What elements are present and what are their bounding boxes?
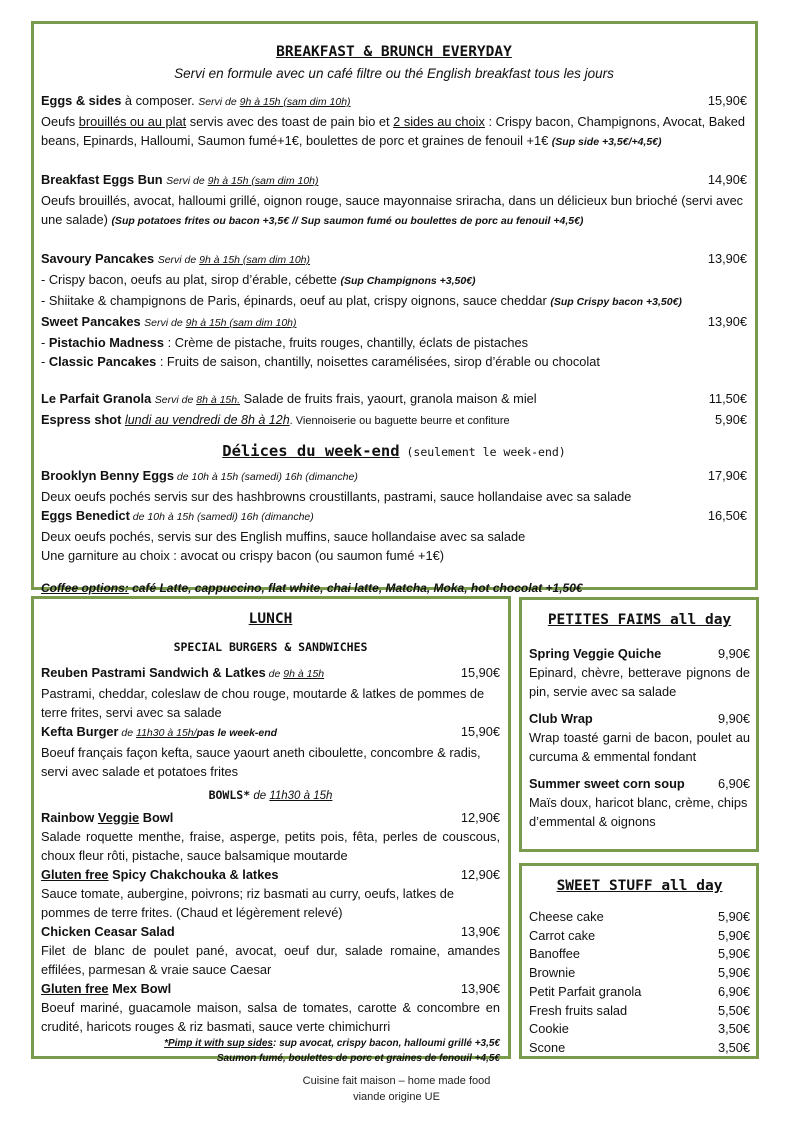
chakchouka-price: 12,90€ — [460, 867, 500, 882]
savoury-option-1: - Crispy bacon, oeufs au plat, sirop d’érable, cébette (Sup Champignons +3,50€) — [41, 272, 476, 287]
benny-desc: Deux oeufs pochés servis sur des hashbrowns croustillants, pastrami, sauce hollandaise avec sa salade — [41, 489, 632, 504]
benny-header: Brooklyn Benny Eggs de 10h à 15h (samedi) 16h (dimanche) 17,90€ — [41, 468, 747, 483]
sweet-item: Banoffee 5,90€ — [529, 946, 750, 962]
sweet-option-1: - Pistachio Madness : Crème de pistache, fruits rouges, chantilly, éclats de pistaches — [41, 335, 528, 350]
caesar-desc: Filet de blanc de poulet pané, avocat, oeuf dur, salade romaine, amandes effilées, parmesan & vraie sauce Caesar — [41, 943, 500, 977]
eggs-bun-header: Breakfast Eggs Bun Servi de 9h à 15h (sam dim 10h) 14,90€ — [41, 172, 747, 187]
petites-item-desc: Wrap toasté garni de bacon, poulet au curcuma & emmental fondant — [529, 730, 750, 764]
espress-price: 5,90€ — [714, 412, 747, 427]
eggs-bun-name: Breakfast Eggs Bun — [41, 172, 163, 187]
sweet-item: Cookie 3,50€ — [529, 1021, 750, 1037]
eggs-sides-desc: Oeufs brouillés ou au plat servis avec des toast de pain bio et 2 sides au choix : Crispy bacon, Champignons, Avocat, Baked beans, Epinards, Halloumi, Saumon fumé+1€, boulettes de porc et graines de fenouil +1€ (Sup side +3,5€/+4,5€) — [41, 114, 746, 148]
benedict-name: Eggs Benedict — [41, 508, 130, 523]
weekend-heading — [41, 441, 747, 462]
reuben-desc: Pastrami, cheddar, coleslaw de chou rouge, moutarde & latkes de pommes de terre frites, servi avec sa salade — [41, 686, 485, 720]
sweet-item: Carrot cake 5,90€ — [529, 927, 750, 943]
mex-price: 13,90€ — [460, 981, 500, 996]
eggs-sides-price: 15,90€ — [707, 93, 747, 108]
granola-name: Le Parfait Granola — [41, 391, 152, 406]
granola-price: 11,50€ — [708, 391, 747, 406]
sweet-pancakes-price: 13,90€ — [707, 314, 747, 329]
espress-line: Espress shot lundi au vendredi de 8h à 12h. Viennoiserie ou baguette beurre et confiture 5,90€ — [41, 412, 747, 427]
mex-desc: Boeuf mariné, guacamole maison, salsa de tomates, carotte & concombre en crudité, haricots rouges & riz basmati, sauce verte chimichurri — [41, 1000, 500, 1034]
bowls-heading: BOWLS* de 11h30 à 15h — [208, 788, 333, 802]
kefta-price: 15,90€ — [460, 724, 500, 739]
sweet-title: SWEET STUFF all day — [556, 878, 723, 894]
kefta-desc: Boeuf français façon kefta, sauce yaourt aneth ciboulette, concombre & radis, servi avec salade et potatoes frites — [41, 745, 481, 779]
eggs-bun-price: 14,90€ — [707, 172, 747, 187]
coffee-options: Coffee options: café Latte, cappuccino, flat white, chai latte, Matcha, Moka, hot chocolat +1,50€ — [41, 581, 583, 595]
caesar-price: 13,90€ — [460, 924, 500, 939]
petites-item-desc: Maïs doux, haricot blanc, crème, chips d’emmental & oignons — [529, 795, 748, 829]
sweet-item: Cheese cake 5,90€ — [529, 909, 750, 924]
benedict-header: Eggs Benedict de 10h à 15h (samedi) 16h (dimanche) 16,50€ — [41, 508, 747, 523]
lunch-section — [31, 596, 511, 1064]
benny-price: 17,90€ — [707, 468, 747, 483]
breakfast-section — [31, 21, 758, 595]
lunch-subtitle: SPECIAL BURGERS & SANDWICHES — [173, 640, 368, 654]
reuben-header: Reuben Pastrami Sandwich & Latkes de 9h à 15h 15,90€ — [41, 665, 500, 680]
petites-item: Summer sweet corn soup 6,90€ — [529, 776, 750, 791]
sweet-stuff-section — [519, 863, 759, 1059]
caesar-header: Chicken Ceasar Salad 13,90€ — [41, 924, 500, 939]
petites-item: Spring Veggie Quiche 9,90€ — [529, 646, 750, 661]
rainbow-header: Rainbow Veggie Bowl 12,90€ — [41, 810, 500, 825]
lunch-title: LUNCH — [248, 611, 293, 627]
savoury-pancakes-header: Savoury Pancakes Servi de 9h à 15h (sam dim 10h) 13,90€ — [41, 251, 747, 266]
sweet-item: Scone 3,50€ — [529, 1039, 750, 1055]
chakchouka-desc: Sauce tomate, aubergine, poivrons; riz basmati au curry, oeufs, latkes de pommes de terre frites. (Chaud et légèrement relevé) — [41, 886, 455, 920]
eggs-bun-desc: Oeufs brouillés, avocat, halloumi grillé, oignon rouge, sauce mayonnaise sriracha, dans un délicieux bun brioché (servi avec une salade) (Sup potatoes frites ou bacon +3,5€ // Sup saumon fumé ou boulettes de porc au fenouil +4,5€) — [41, 193, 744, 227]
benedict-garnish: Une garniture au choix : avocat ou crispy bacon (ou saumon fumé +1€) — [41, 548, 444, 563]
savoury-pancakes-price: 13,90€ — [707, 251, 747, 266]
sweet-item: Petit Parfait granola 6,90€ — [529, 983, 750, 999]
rainbow-price: 12,90€ — [460, 810, 500, 825]
mex-header: Gluten free Mex Bowl 13,90€ — [41, 981, 500, 996]
sweet-option-2: - Classic Pancakes : Fruits de saison, chantilly, noisettes caramélisées, sirop d’érable ou chocolat — [41, 354, 600, 369]
footer-meat-origin: viande origine UE — [353, 1091, 440, 1103]
benny-name: Brooklyn Benny Eggs — [41, 468, 174, 483]
savoury-pancakes-name: Savoury Pancakes — [41, 251, 155, 266]
chakchouka-header: Gluten free Spicy Chakchouka & latkes 12,90€ — [41, 867, 500, 882]
breakfast-title: BREAKFAST & BRUNCH EVERYDAY — [276, 44, 512, 60]
reuben-price: 15,90€ — [460, 665, 500, 680]
benedict-price: 16,50€ — [707, 508, 747, 523]
savoury-option-2: - Shiitake & champignons de Paris, épinards, oeuf au plat, crispy oignons, sauce cheddar (Sup Crispy bacon +3,50€) — [41, 293, 682, 308]
sweet-item: Brownie 5,90€ — [529, 965, 750, 981]
breakfast-subtitle: Servi en formule avec un café filtre ou thé English breakfast tous les jours — [174, 66, 614, 81]
petites-item-desc: Epinard, chèvre, betterave pignons de pin, servie avec sa salade — [529, 665, 750, 699]
petites-title: PETITES FAIMS all day — [547, 612, 732, 628]
espress-name: Espress shot — [41, 412, 122, 427]
granola-line: Le Parfait Granola Servi de 8h à 15h. Salade de fruits frais, yaourt, granola maison & miel 11,50€ — [41, 391, 747, 406]
weekend-note: (seulement le week-end) — [399, 445, 566, 459]
benedict-desc: Deux oeufs pochés, servis sur des English muffins, sauce hollandaise avec sa salade — [41, 529, 526, 544]
sweet-pancakes-header: Sweet Pancakes Servi de 9h à 15h (sam dim 10h) 13,90€ — [41, 314, 747, 329]
weekend-title: Délices du week-end — [222, 442, 400, 460]
sweet-pancakes-name: Sweet Pancakes — [41, 314, 141, 329]
sweet-item: Fresh fruits salad 5,50€ — [529, 1002, 750, 1018]
eggs-sides-name: Eggs & sides — [41, 93, 122, 108]
footer-homemade: Cuisine fait maison – home made food — [302, 1075, 491, 1087]
kefta-header: Kefta Burger de 11h30 à 15h/pas le week-end 15,90€ — [41, 724, 500, 739]
petites-faims-section — [519, 597, 759, 852]
eggs-sides-header: Eggs & sides à composer. Servi de 9h à 15h (sam dim 10h) 15,90€ — [41, 93, 747, 108]
rainbow-desc: Salade roquette menthe, fraise, asperge, petits pois, fêta, perles de couscous, choux fleur rôti, pistache, sauce balsamique moutarde — [41, 829, 500, 863]
petites-item: Club Wrap 9,90€ — [529, 711, 750, 726]
pimp-note: *Pimp it with sup sides: sup avocat, crispy bacon, halloumi grillé +3,5€ Saumon fumé, boulettes de porc et graines de fenouil +4,5€ — [164, 1038, 500, 1064]
